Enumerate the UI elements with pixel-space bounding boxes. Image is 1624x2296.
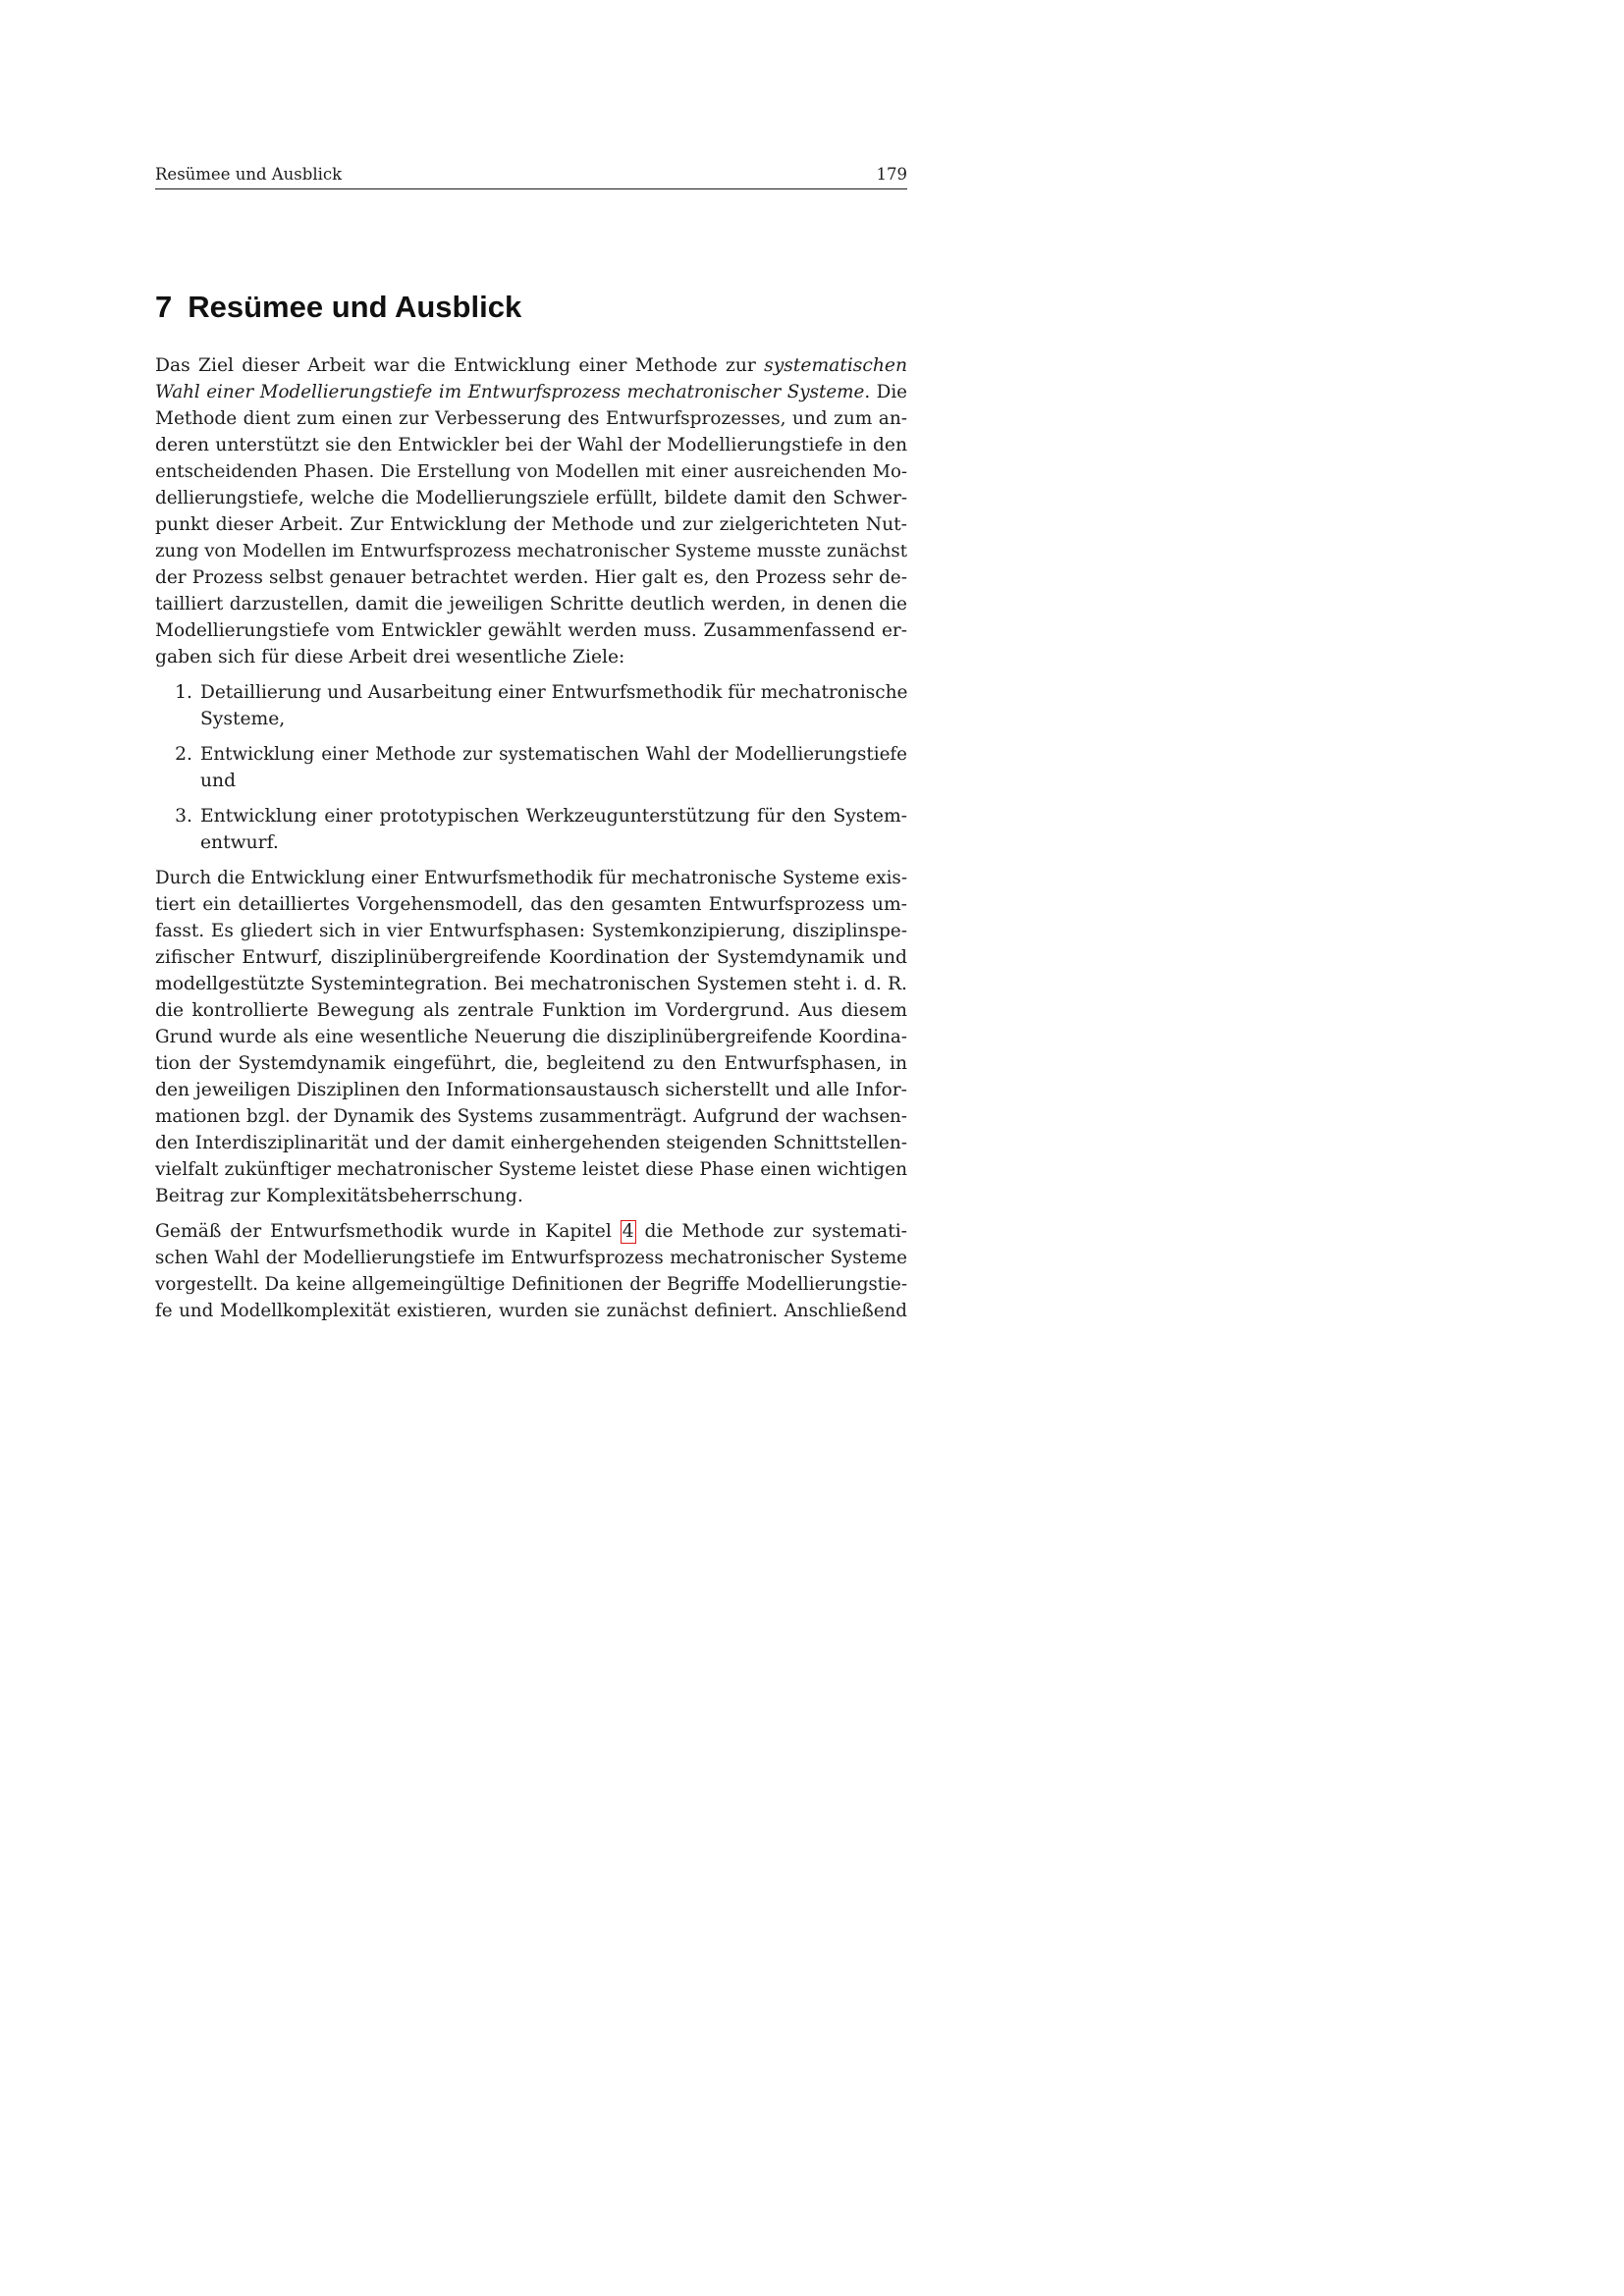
running-title: Resümee und Ausblick [155,165,343,184]
list-item [155,803,907,856]
body-text [155,352,907,1324]
text-line: Detaillierung und Ausarbeitung einer Entwurfsmethodik für mechatronische [200,682,907,703]
chapter-number: 7 [155,290,173,324]
text-line: Das Ziel dieser Arbeit war die Entwicklung einer Methode zur systematischen [155,355,907,376]
text-line: entwurf. [200,832,279,853]
text-line: der Prozess selbst genauer betrachtet werden. Hier galt es, den Prozess sehr de- [155,567,907,588]
text-line: den jeweiligen Disziplinen den Informationsaustausch sicherstellt und alle Infor- [155,1080,907,1100]
text-line: tiert ein detailliertes Vorgehensmodell, das den gesamten Entwurfsprozess um- [155,894,907,915]
text-line: Durch die Entwicklung einer Entwurfsmethodik für mechatronische Systeme exis- [155,868,907,888]
text-line: gaben sich für diese Arbeit drei wesentliche Ziele: [155,647,625,667]
list-item [155,679,907,732]
text-line: Entwicklung einer Methode zur systematischen Wahl der Modellierungstiefe [200,744,907,765]
text-line: vielfalt zukünftiger mechatronischer Systeme leistet diese Phase einen wichtigen [155,1159,907,1180]
text-line: deren unterstützt sie den Entwickler bei der Wahl der Modellierungstiefe in den [155,435,907,455]
text-line: fe und Modellkomplexität existieren, wurden sie zunächst definiert. Anschließend [155,1301,907,1321]
text-line: modellgestützte Systemintegration. Bei mechatronischen Systemen steht i. d. R. [155,974,907,994]
chapter-heading [155,288,521,327]
text-line: tailliert darzustellen, damit die jeweiligen Schritte deutlich werden, in denen die [155,594,907,614]
text-line: zifischer Entwurf, disziplinübergreifende Koordination der Systemdynamik und [155,947,907,968]
text-line: Methode dient zum einen zur Verbesserung des Entwurfsprozesses, und zum an- [155,408,907,429]
list-item-number: 3. [175,806,192,827]
text-line: Wahl einer Modellierungstiefe im Entwurfsprozess mechatronischer Systeme. Die [155,382,907,402]
paragraph-1 [155,352,907,670]
text-line: fasst. Es gliedert sich in vier Entwurfsphasen: Systemkonzipierung, disziplinspe- [155,921,907,941]
text-line: tion der Systemdynamik eingeführt, die, begleitend zu den Entwurfsphasen, in [155,1053,907,1074]
text-line: entscheidenden Phasen. Die Erstellung von Modellen mit einer ausreichenden Mo- [155,461,907,482]
text-line: Entwicklung einer prototypischen Werkzeugunterstützung für den System- [200,806,907,827]
text-line: die kontrollierte Bewegung als zentrale Funktion im Vordergrund. Aus diesem [155,1000,907,1021]
text-line: vorgestellt. Da keine allgemeingültige Definitionen der Begriffe Modellierungstie- [155,1274,907,1295]
text-line: punkt dieser Arbeit. Zur Entwicklung der Methode und zur zielgerichteten Nut- [155,514,907,535]
running-header [155,163,907,189]
chapter-reference-link[interactable]: 4 [622,1221,634,1242]
text-line: Modellierungstiefe vom Entwickler gewählt werden muss. Zusammenfassend er- [155,620,907,641]
chapter-title: Resümee und Ausblick [188,290,522,324]
list-item-number: 1. [175,682,192,703]
list-item-number: 2. [175,744,192,765]
text-line: Gemäß der Entwurfsmethodik wurde in Kapitel 4 die Methode zur systemati- [155,1221,907,1242]
list-item [155,741,907,794]
page-number: 179 [876,165,907,184]
paragraph-3 [155,1218,907,1324]
text-line: und [200,771,237,791]
text-line: Beitrag zur Komplexitätsbeherrschung. [155,1186,523,1206]
text-line: zung von Modellen im Entwurfsprozess mechatronischer Systeme musste zunächst [155,541,907,561]
text-line: schen Wahl der Modellierungstiefe im Entwurfsprozess mechatronischer Systeme [155,1248,907,1268]
text-line: Grund wurde als eine wesentliche Neuerung die disziplinübergreifende Koordina- [155,1027,907,1047]
paragraph-2 [155,865,907,1209]
text-line: mationen bzgl. der Dynamik des Systems zusammenträgt. Aufgrund der wachsen- [155,1106,907,1127]
text-line: Systeme, [200,709,286,729]
text-line: den Interdisziplinarität und der damit einhergehenden steigenden Schnittstellen- [155,1133,907,1153]
text-line: dellierungstiefe, welche die Modellierungsziele erfüllt, bildete damit den Schwer- [155,488,907,508]
goals-list [155,679,907,856]
